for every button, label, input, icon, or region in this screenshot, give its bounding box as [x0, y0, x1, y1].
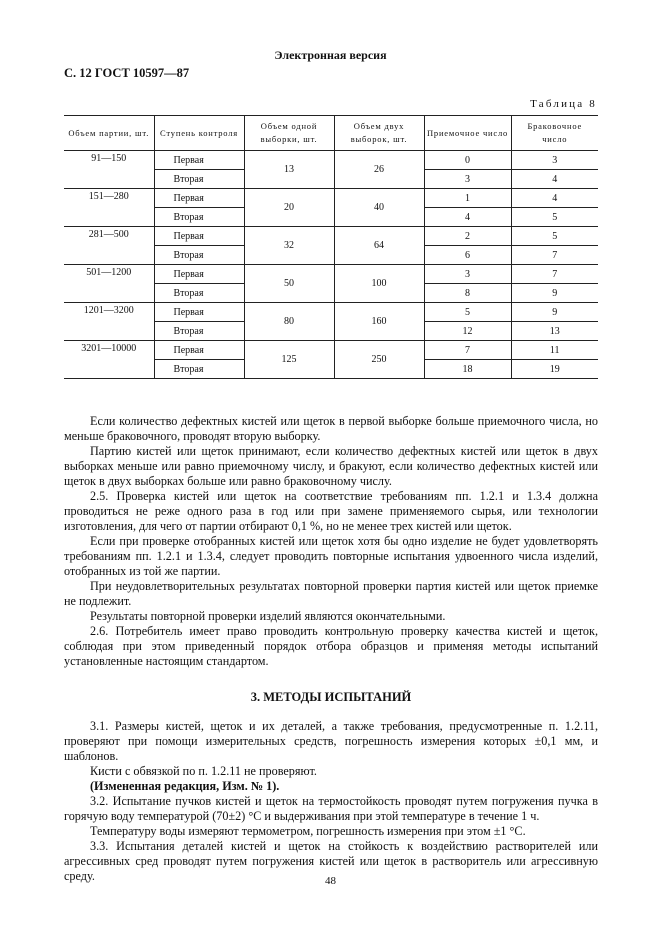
paragraph: 2.6. Потребитель имеет право проводить контрольную проверку качества кистей и щеток, соблюдая при этом приведенный порядок отбора образцов и применяя методы испытаний установленные настоящим стандартом.	[64, 624, 598, 668]
sample-one-cell: 80	[244, 303, 334, 341]
paragraph: 3.1. Размеры кистей, щеток и их деталей, а также требования, предусмотренные п. 1.2.11, проверяют при помощи измерительных средств, погрешность измерения которых ±0,1 мм, и шаблонов.	[64, 719, 598, 763]
paragraph: Если количество дефектных кистей или щеток в первой выборке больше приемочного числа, но меньше браковочного, проводят вторую выборку.	[64, 414, 598, 443]
amendment-note: (Измененная редакция, Изм. № 1).	[90, 779, 280, 793]
stage-cell: Первая	[154, 189, 244, 208]
paragraph: 2.5. Проверка кистей или щеток на соответствие требованиям пп. 1.2.1 и 1.3.4 должна проводиться не реже одного раза в год или при замене применяемого сырья, или технологии изготовления, для чего от партии отбирают 0,1 %, но не менее трех кистей или щеток.	[64, 489, 598, 533]
stage-cell: Вторая	[154, 246, 244, 265]
stage-cell: Первая	[154, 151, 244, 170]
sample-two-cell: 40	[334, 189, 424, 227]
paragraph: Температуру воды измеряют термометром, погрешность измерения при этом ±1 °С.	[90, 824, 526, 838]
sample-one-cell: 125	[244, 341, 334, 379]
stage-cell: Вторая	[154, 284, 244, 303]
sample-two-cell: 26	[334, 151, 424, 189]
sample-two-cell: 100	[334, 265, 424, 303]
accept-cell: 3	[424, 265, 511, 284]
col-header-lot: Объем партии, шт.	[64, 116, 154, 151]
table-caption: Таблица 8	[530, 98, 597, 110]
body-text	[64, 414, 598, 884]
reject-cell: 3	[511, 151, 598, 170]
stage-cell: Вторая	[154, 360, 244, 379]
lot-size-cell: 3201—10000	[64, 341, 154, 379]
page-number: 48	[325, 875, 336, 887]
stage-cell: Первая	[154, 303, 244, 322]
sample-one-cell: 32	[244, 227, 334, 265]
lot-size-cell: 281—500	[64, 227, 154, 265]
reject-cell: 4	[511, 170, 598, 189]
col-header-accept: Приемочное число	[424, 116, 511, 151]
table-row	[64, 341, 598, 360]
col-header-stage: Ступень контроля	[154, 116, 244, 151]
reject-cell: 9	[511, 303, 598, 322]
accept-cell: 1	[424, 189, 511, 208]
accept-cell: 4	[424, 208, 511, 227]
sample-one-cell: 50	[244, 265, 334, 303]
stage-cell: Первая	[154, 227, 244, 246]
paragraph: Если при проверке отобранных кистей или щеток хотя бы одно изделие не будет удовлетворять требованиям пп. 1.2.1 и 1.3.4, следует проводить повторные испытания удвоенного числа изделий, отобранных из той же партии.	[64, 534, 598, 578]
lot-size-cell: 151—280	[64, 189, 154, 227]
table-row	[64, 189, 598, 208]
col-header-sample-two: Объем двух выборок, шт.	[334, 116, 424, 151]
reject-cell: 4	[511, 189, 598, 208]
reject-cell: 5	[511, 208, 598, 227]
reject-cell: 9	[511, 284, 598, 303]
page-reference: С. 12 ГОСТ 10597—87	[64, 66, 190, 80]
table-row	[64, 151, 598, 170]
paragraph: При неудовлетворительных результатах повторной проверки партия кистей или щеток приемке не подлежит.	[64, 579, 598, 608]
sample-one-cell: 20	[244, 189, 334, 227]
accept-cell: 2	[424, 227, 511, 246]
stage-cell: Первая	[154, 341, 244, 360]
table-row	[64, 265, 598, 284]
col-header-sample-one: Объем одной выборки, шт.	[244, 116, 334, 151]
accept-cell: 7	[424, 341, 511, 360]
col-header-reject: Браковочное число	[511, 116, 598, 151]
stage-cell: Вторая	[154, 208, 244, 227]
edition-label: Электронная версия	[274, 48, 387, 62]
sample-two-cell: 250	[334, 341, 424, 379]
paragraph: 3.2. Испытание пучков кистей и щеток на термостойкость проводят путем погружения пучка в горячую воду температурой (70±2) °С и выдерживания при этой температуре в течение 1 ч.	[64, 794, 598, 823]
accept-cell: 3	[424, 170, 511, 189]
stage-cell: Первая	[154, 265, 244, 284]
accept-cell: 8	[424, 284, 511, 303]
stage-cell: Вторая	[154, 170, 244, 189]
sample-two-cell: 64	[334, 227, 424, 265]
reject-cell: 5	[511, 227, 598, 246]
sample-two-cell: 160	[334, 303, 424, 341]
lot-size-cell: 1201—3200	[64, 303, 154, 341]
reject-cell: 19	[511, 360, 598, 379]
accept-cell: 5	[424, 303, 511, 322]
accept-cell: 6	[424, 246, 511, 265]
paragraph: Партию кистей или щеток принимают, если количество дефектных кистей или щеток в двух выборках меньше или равно приемочному числу, и бракуют, если количество дефектных кистей или щеток в двух выборках больше или равно браковочному числу.	[64, 444, 598, 488]
accept-cell: 0	[424, 151, 511, 170]
sample-one-cell: 13	[244, 151, 334, 189]
reject-cell: 7	[511, 265, 598, 284]
paragraph: Результаты повторной проверки изделий являются окончательными.	[90, 609, 446, 623]
stage-cell: Вторая	[154, 322, 244, 341]
table-row	[64, 227, 598, 246]
accept-cell: 12	[424, 322, 511, 341]
reject-cell: 13	[511, 322, 598, 341]
reject-cell: 7	[511, 246, 598, 265]
accept-cell: 18	[424, 360, 511, 379]
section-heading: 3. МЕТОДЫ ИСПЫТАНИЙ	[250, 690, 412, 704]
table-row	[64, 303, 598, 322]
lot-size-cell: 501—1200	[64, 265, 154, 303]
paragraph: Кисти с обвязкой по п. 1.2.11 не проверяют.	[90, 764, 317, 778]
reject-cell: 11	[511, 341, 598, 360]
lot-size-cell: 91—150	[64, 151, 154, 189]
paragraph: 3.3. Испытания деталей кистей и щеток на стойкость к воздействию растворителей или агрессивных сред проводят путем погружения кистей или щеток в растворитель или агрессивную среду.	[64, 839, 598, 883]
table-header-row	[64, 116, 598, 151]
sampling-table	[64, 115, 598, 379]
